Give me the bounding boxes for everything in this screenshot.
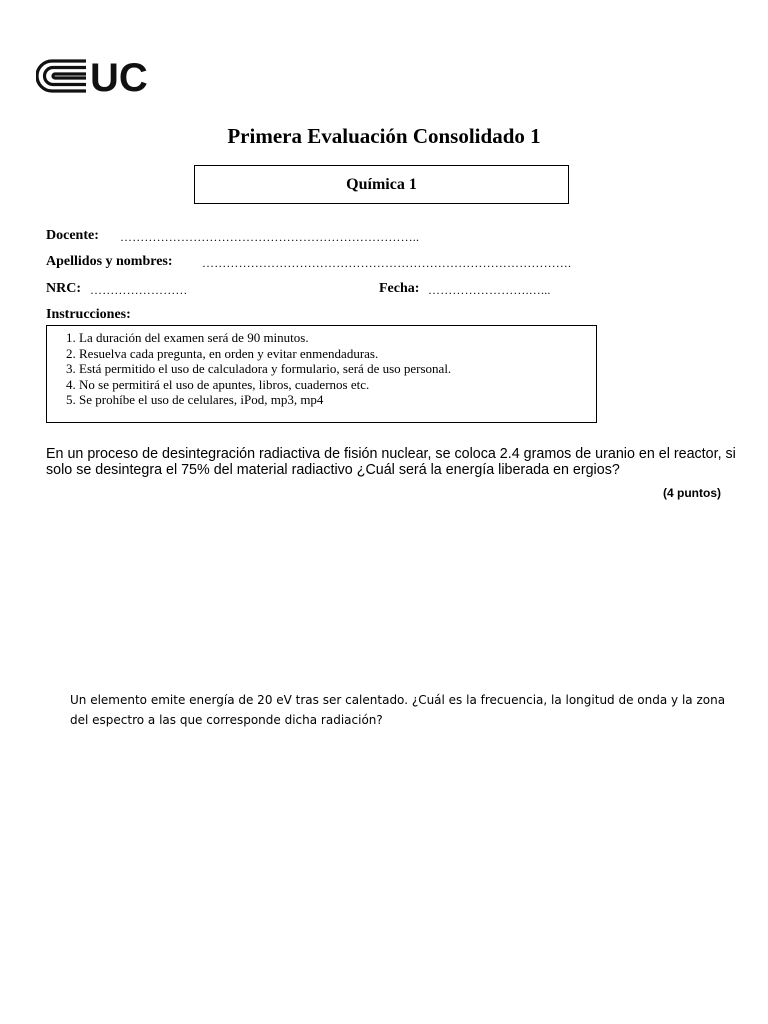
subject-title: Química 1 <box>346 176 417 193</box>
uc-logo <box>36 58 156 94</box>
question-1-text: En un proceso de desintegración radiactiva de fisión nuclear, se coloca 2.4 gramos de uranio en el reactor, si solo se desintegra el 75% del material radiactivo ¿Cuál será la energía liberada en ergios? <box>46 446 736 478</box>
instructions-list <box>66 330 451 408</box>
instructions-label: Instrucciones: <box>46 307 131 322</box>
uc-logo-text: UC <box>90 58 148 94</box>
instruction-item: 5. Se prohíbe el uso de celulares, iPod, mp3, mp4 <box>66 392 324 407</box>
fecha-label: Fecha: <box>379 281 420 296</box>
docente-label: Docente: <box>46 228 99 243</box>
instruction-item: 2. Resuelva cada pregunta, en orden y evitar enmendaduras. <box>66 345 379 361</box>
instruction-item: 4. No se permitirá el uso de apuntes, libros, cuadernos etc. <box>66 376 370 392</box>
nrc-field[interactable]: …………………… <box>90 283 188 297</box>
apellidos-field[interactable]: ………………………………………………………………………………. <box>202 256 572 270</box>
page-title: Primera Evaluación Consolidado 1 <box>227 124 541 148</box>
nrc-label: NRC: <box>46 281 81 296</box>
instruction-item: 3. Está permitido el uso de calculadora y formulario, será de uso personal. <box>66 361 452 376</box>
question-1-points: (4 puntos) <box>663 486 721 500</box>
apellidos-label: Apellidos y nombres: <box>46 254 173 269</box>
instruction-item: 1. La duración del examen será de 90 minutos. <box>66 330 309 345</box>
question-2-text: Un elemento emite energía de 20 eV tras ser calentado. ¿Cuál es la frecuencia, la longitud de onda y la zona del espectro a las que corresponde dicha radiación? <box>70 693 726 727</box>
fecha-field[interactable]: …………………….…... <box>428 283 551 297</box>
docente-field[interactable]: ……………………………………………………………….. <box>120 230 420 244</box>
